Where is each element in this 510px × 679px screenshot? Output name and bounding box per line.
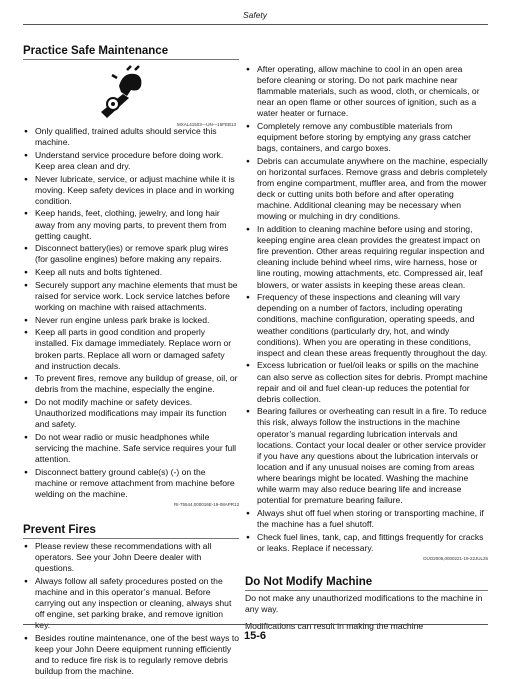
safety-figure [23,62,239,126]
list-item: ● Always shut off fuel when storing or transporting machine, if the machine has a fuel shutoff. [245,508,488,530]
fires-list-right [245,64,488,554]
list-item: ● Securely support any machine elements that must be raised for service work. Lock service latches before working on machine with raised attachments. [23,280,239,313]
reference-code: RI-75544,000016E-19-08APR13 [173,502,239,508]
do-not-modify-heading: Do Not Modify Machine [245,575,373,588]
list-item: ● Never lubricate, service, or adjust machine while it is moving. Keep safety devices in place and in working condition. [23,174,239,207]
list-item: ● Check fuel lines, tank, cap, and fittings frequently for cracks or leaks. Replace if necessary. [245,532,488,554]
body-paragraph: Do not make any unauthorized modifications to the machine in any way. [245,592,483,614]
list-item: ● Always follow all safety procedures posted on the machine and in this operator’s manual. Before carrying out any inspection or cleaning, always shut off engine, set parking brake, and remove ignition key. [23,576,239,631]
reference-code: OUO2005,0000221-19-22JUL25 [422,555,488,561]
header-title: Safety [242,10,268,20]
list-item: ● Do not wear radio or music headphones while servicing the machine. Safe service requires your full attention. [23,432,239,465]
list-item: ● Disconnect battery(ies) or remove spark plug wires (for gasoline engines) before making any repairs. [23,243,239,265]
section-rule [245,590,488,591]
section-rule [23,538,239,539]
right-column [245,64,488,638]
list-item: ● Bearing failures or overheating can result in a fire. To reduce this risk, always follow the instructions in the machine operator’s manual regarding lubrication intervals and locations. Contact your local dealer or other service provider if you have any questions about the lubrication intervals or location and if any unusual noises are coming from areas where bearings might be located. Washing the machine while warm may also reduce bearing life and increase potential for premature bearing failure. [245,406,488,506]
list-item: ● Please review these recommendations with all operators. See your John Deere dealer with questions. [23,541,239,574]
list-item: ● Frequency of these inspections and cleaning will vary depending on a number of factors, including operating conditions, machine configuration, operating speeds, and weather conditions (particularly dry, hot, and windy conditions). When you are operating in these conditions, inspect and clean these areas frequently throughout the day. [245,292,488,359]
practice-list [23,126,239,500]
list-item: ● Never run engine unless park brake is locked. [23,315,239,326]
list-item: ● In addition to cleaning machine before using and storing, keeping engine area clean provides the greatest impact on fire prevention. Other areas requiring regular inspection and cleaning include behind wheel rims, wire harness, hose or line routing, mowing attachments, etc. Compressed air, leaf blowers, or water assists in keeping these areas clean. [245,224,488,291]
list-item: ● Completely remove any combustible materials from equipment before storing by emptying any grass catcher bags, containers, and cargo boxes. [245,121,488,154]
list-item: ● To prevent fires, remove any buildup of grease, oil, or debris from the machine, especially the engine. [23,373,239,395]
list-item: ● Besides routine maintenance, one of the best ways to keep your John Deere equipment running efficiently and to reduce fire risk is to regularly remove debris buildup from the machine. [23,633,239,677]
practice-safe-maintenance-heading: Practice Safe Maintenance [23,45,169,57]
list-item: ● Disconnect battery ground cable(s) (-) on the machine or remove attachment from machine before welding on the machine. [23,467,239,500]
body-paragraph: Modifications can result in making the machine [245,620,424,631]
hand-caught-in-gears-warning-icon [93,64,149,120]
list-item: ● Keep all nuts and bolts tightened. [23,267,239,278]
figure-code: MXAL41503—UN—15FEB13 [176,122,236,127]
list-item: ● Keep all parts in good condition and properly installed. Fix damage immediately. Replace worn or broken parts. Replace all worn or damaged safety and instruction decals. [23,327,239,371]
header-rule [23,24,488,25]
prevent-fires-heading: Prevent Fires [23,524,96,537]
list-item: ● Excess lubrication or fuel/oil leaks or spills on the machine can also serve as collection sites for debris. Prompt machine repair and oil and fuel clean-up reduces the potential for debris collection. [245,360,488,404]
fires-list-left [23,541,239,677]
list-item: ● After operating, allow machine to cool in an open area before cleaning or storing. Do not park machine near flammable materials, such as wood, cloth, or chemicals, or near an open flame or other sources of ignition, such as a water heater or furnace. [245,64,488,119]
page-number: 15-6 [243,630,267,642]
section-rule [23,59,239,60]
footer-rule [23,624,488,625]
list-item: ● Understand service procedure before doing work. Keep area clean and dry. [23,150,239,172]
list-item: ● Debris can accumulate anywhere on the machine, especially on horizontal surfaces. Remove grass and debris completely from engine compartment, muffler area, and from the mower deck or cutting units both before and after operating machine. Additional cleaning may be necessary when mowing or mulching in dry conditions. [245,156,488,223]
list-item: ● Keep hands, feet, clothing, jewelry, and long hair away from any moving parts, to prevent them from getting caught. [23,208,239,241]
left-column [23,44,239,679]
list-item: ● Only qualified, trained adults should service this machine. [23,126,239,148]
list-item: ● Do not modify machine or safety devices. Unauthorized modifications may impair its function and safety. [23,397,239,430]
